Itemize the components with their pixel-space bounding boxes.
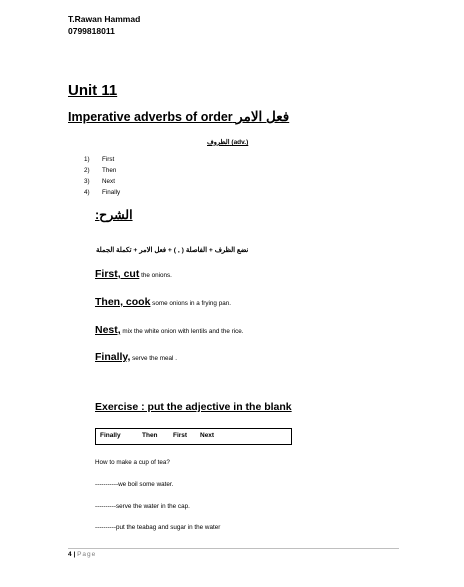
exercise-item: ----------serve the water in the cap. xyxy=(95,503,190,510)
sentence-formula: نضع الظرف + الفاصلة ( , ) + فعل الامر + تكملة الجملة xyxy=(96,247,249,254)
lesson-heading xyxy=(68,109,289,125)
example-keyword: First, cut xyxy=(95,268,140,280)
example-sentence xyxy=(95,268,172,280)
page-footer xyxy=(68,551,96,558)
list-number: 3) xyxy=(84,178,90,185)
list-item xyxy=(84,176,120,187)
footer-divider xyxy=(68,548,399,549)
example-sentence xyxy=(95,351,177,363)
list-number: 1) xyxy=(84,156,90,163)
lesson-heading-ar: فعل الامر xyxy=(236,109,290,124)
author-phone: 0799818011 xyxy=(68,26,115,36)
exercise-question: How to make a cup of tea? xyxy=(95,459,170,466)
adverbs-label-en: (adv.) xyxy=(231,139,249,146)
word-bank-item: First xyxy=(173,432,188,439)
page-word: Page xyxy=(77,551,97,558)
example-sentence xyxy=(95,324,244,336)
author-name: T.Rawan Hammad xyxy=(68,14,141,24)
example-rest: some onions in a frying pan. xyxy=(150,300,231,307)
example-keyword: Nest, xyxy=(95,324,121,336)
list-number: 2) xyxy=(84,167,90,174)
list-item xyxy=(84,187,120,198)
example-keyword: Then, cook xyxy=(95,296,151,308)
lesson-heading-en: Imperative adverbs of order xyxy=(68,110,233,124)
list-number: 4) xyxy=(84,189,90,196)
explanation-title: الشرح: xyxy=(95,208,133,222)
list-text: Next xyxy=(102,178,115,185)
list-item xyxy=(84,165,120,176)
exercise-item: ----------put the teabag and sugar in the water xyxy=(95,524,221,531)
list-text: First xyxy=(102,156,115,163)
example-keyword: Finally, xyxy=(95,351,131,363)
list-text: Finally xyxy=(102,189,121,196)
list-item xyxy=(84,154,120,165)
list-text: Then xyxy=(102,167,117,174)
page-number: 4 xyxy=(68,551,72,558)
word-bank-item: Next xyxy=(200,432,215,439)
unit-title: Unit 11 xyxy=(68,82,118,99)
exercise-item: -----------we boil some water. xyxy=(95,481,174,488)
word-bank-item: Then xyxy=(142,432,158,439)
example-rest: the onions. xyxy=(139,272,172,279)
word-bank-item: Finally xyxy=(100,432,121,439)
order-adverbs-list xyxy=(84,154,120,198)
example-rest: mix the white onion with lentils and the rice. xyxy=(120,328,244,335)
exercise-title: Exercise : put the adjective in the blank xyxy=(95,401,292,413)
example-sentence xyxy=(95,296,231,308)
adverbs-label-ar: الظروف xyxy=(207,139,230,146)
author-block xyxy=(68,13,140,37)
word-bank-box xyxy=(95,428,292,445)
adverbs-label xyxy=(207,138,248,146)
footer-separator: | xyxy=(73,551,76,558)
example-rest: serve the meal . xyxy=(130,355,177,362)
